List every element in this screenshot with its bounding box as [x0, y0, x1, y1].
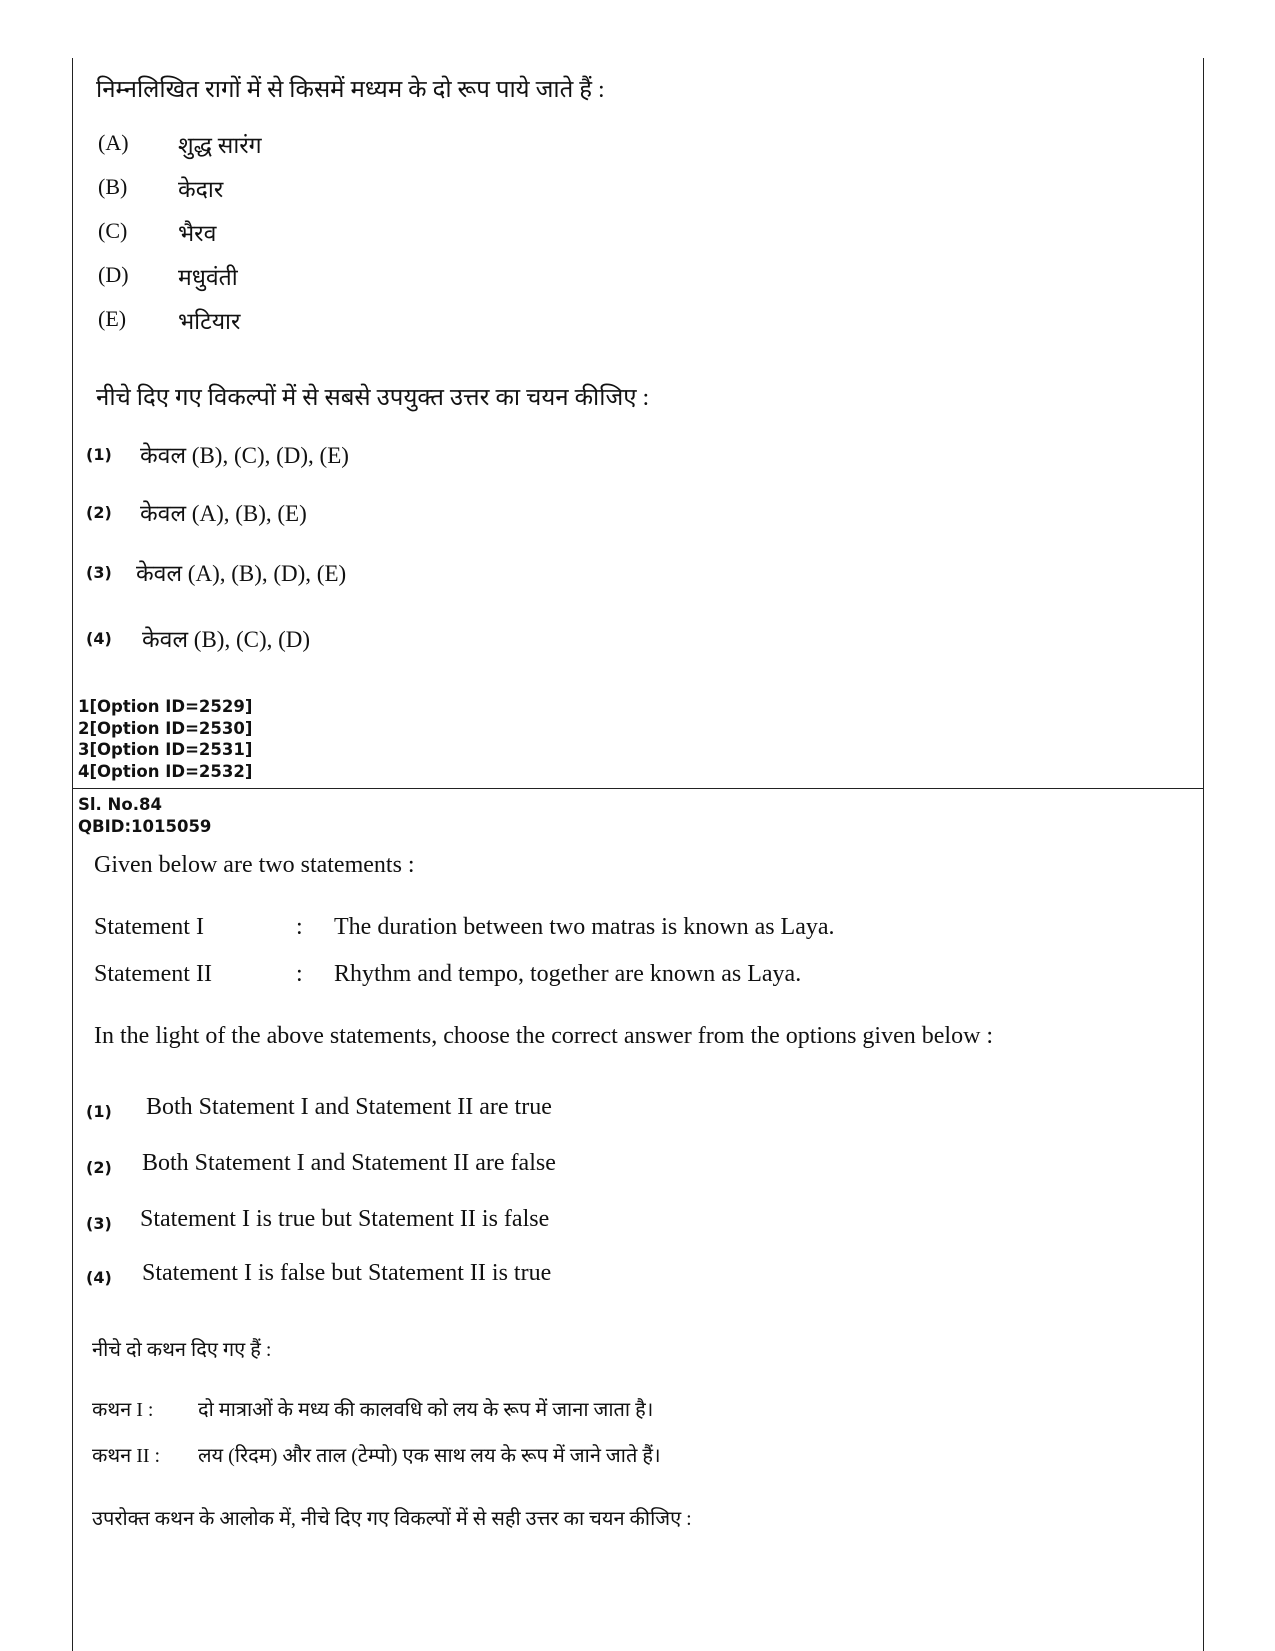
page-frame-right-border	[1203, 58, 1204, 1651]
q83-choice-c-text: भैरव	[178, 221, 217, 246]
q84-option-1-text: Both Statement I and Statement II are true	[146, 1094, 552, 1120]
question-divider	[72, 788, 1204, 789]
q83-choice-c-label: (C)	[98, 218, 128, 243]
q83-option-2-number: (2)	[86, 503, 112, 522]
q83-option-1-text: केवल (B), (C), (D), (E)	[140, 443, 349, 468]
q84-qbid: QBID:1015059	[78, 817, 212, 836]
q84-statement-1-hi-label: कथन I :	[92, 1399, 154, 1421]
q83-choice-a-label: (A)	[98, 130, 129, 155]
q84-intro-hi: नीचे दो कथन दिए गए हैं :	[92, 1339, 272, 1361]
q84-statement-2-separator: :	[296, 961, 303, 987]
q83-option-id-1: 1[Option ID=2529]	[78, 697, 253, 716]
q83-option-4-number: (4)	[86, 629, 112, 648]
q84-statement-1-text: The duration between two matras is known as Laya.	[334, 914, 835, 940]
q83-choice-e-label: (E)	[98, 306, 127, 331]
q83-option-id-3: 3[Option ID=2531]	[78, 740, 253, 759]
q84-statement-2-hi-text: लय (रिदम) और ताल (टेम्पो) एक साथ लय के रूप में जाने जाते हैं।	[198, 1445, 661, 1467]
q83-choice-d-label: (D)	[98, 262, 129, 287]
q83-option-3-text: केवल (A), (B), (D), (E)	[136, 561, 347, 586]
q83-stem: निम्नलिखित रागों में से किसमें मध्यम के दो रूप पाये जाते हैं :	[96, 77, 605, 103]
q84-statement-2-text: Rhythm and tempo, together are known as Laya.	[334, 961, 802, 987]
q84-serial-number: Sl. No.84	[78, 795, 162, 814]
q83-choice-d-text: मधुवंती	[178, 265, 238, 290]
q83-instruction: नीचे दिए गए विकल्पों में से सबसे उपयुक्त उत्तर का चयन कीजिए :	[96, 385, 650, 411]
q83-choice-a-text: शुद्ध सारंग	[178, 133, 262, 158]
q84-instruction-en: In the light of the above statements, choose the correct answer from the options given below :	[94, 1023, 994, 1049]
q83-choice-e-text: भटियार	[178, 309, 241, 334]
q84-instruction-hi: उपरोक्त कथन के आलोक में, नीचे दिए गए विकल्पों में से सही उत्तर का चयन कीजिए :	[92, 1508, 692, 1530]
q83-option-id-2: 2[Option ID=2530]	[78, 718, 253, 738]
q84-option-1-number: (1)	[86, 1102, 112, 1121]
q84-option-2-text: Both Statement I and Statement II are false	[142, 1150, 556, 1176]
q83-option-4-text: केवल (B), (C), (D)	[142, 627, 311, 652]
q83-choice-b-text: केदार	[178, 177, 224, 202]
q84-option-4-number: (4)	[86, 1268, 112, 1287]
q84-option-3-text: Statement I is true but Statement II is false	[140, 1206, 550, 1232]
page-frame-left-border	[72, 58, 73, 1651]
q84-statement-1-separator: :	[296, 914, 303, 940]
q84-statement-2-hi-label: कथन II :	[92, 1445, 161, 1467]
q84-statement-1-hi-text: दो मात्राओं के मध्य की कालवधि को लय के रूप में जाना जाता है।	[198, 1399, 654, 1421]
q83-choice-b-label: (B)	[98, 174, 128, 199]
q84-statement-1-label: Statement I	[94, 914, 204, 940]
q83-option-1-number: (1)	[86, 445, 112, 464]
q84-statement-2-label: Statement II	[94, 961, 212, 987]
q84-intro-en: Given below are two statements :	[94, 852, 415, 878]
q83-option-id-4: 4[Option ID=2532]	[78, 761, 253, 781]
q84-option-2-number: (2)	[86, 1158, 112, 1177]
q83-option-2-text: केवल (A), (B), (E)	[140, 501, 307, 526]
q84-option-4-text: Statement I is false but Statement II is true	[142, 1260, 552, 1286]
q84-option-3-number: (3)	[86, 1214, 112, 1233]
q83-option-3-number: (3)	[86, 563, 112, 582]
